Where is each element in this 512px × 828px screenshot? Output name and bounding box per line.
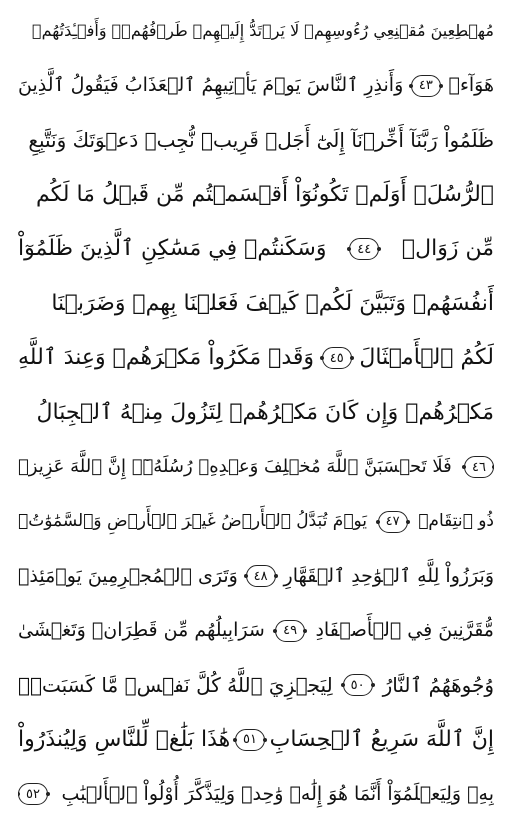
ayah-number-marker: ٥٠ (343, 674, 373, 696)
verse-text: وَأَنذِرِ ٱلنَّاسَ يَوۡمَ يَأۡتِيهِمُ ٱلۡعَذَابُ فَيَقُولُ ٱلَّذِينَ (18, 74, 404, 97)
verse-text: بِهِۦ وَلِيَعۡلَمُوٓاْ أَنَّمَا هُوَ إِلَٰهٞ وَٰحِدٞ وَلِيَذَّكَّرَ أُوْلُواْ ٱلۡأَلۡبَٰبِ (61, 782, 494, 805)
text-line (18, 713, 494, 768)
verse-text: وَبَرَزُواْ لِلَّهِ ٱلۡوَٰحِدِ ٱلۡقَهَّارِ (283, 564, 494, 587)
verse-text: وَقَدۡ مَكَرُواْ مَكۡرَهُمۡ وَعِندَ ٱللَّهِ (18, 345, 315, 371)
text-line (18, 440, 494, 495)
verse-text: ظَلَمُواْ رَبَّنَآ أَخِّرۡنَآ إِلَىٰٓ أَجَلٖ قَرِيبٖ نُّجِبۡ دَعۡوَتَكَ وَنَتَّبِعِ (28, 128, 494, 153)
verse-text: مُهۡطِعِينَ مُقۡنِعِي رُءُوسِهِمۡ لَا يَرۡتَدُّ إِلَيۡهِمۡ طَرۡفُهُمۡۖ وَأَفۡـِٔدَتُهُمۡ (31, 21, 494, 41)
verse-text: هَوَآءٞ (448, 74, 494, 97)
text-line (18, 4, 494, 59)
verse-text: هَٰذَا بَلَٰغٞ لِّلنَّاسِ وَلِيُنذَرُواْ (18, 726, 231, 752)
verse-text: سَرَابِيلُهُم مِّن قَطِرَانٖ وَتَغۡشَىٰ (18, 619, 265, 642)
text-line (18, 222, 494, 277)
verse-text: ذُو ٱنتِقَامٖ (418, 511, 494, 532)
ayah-number-marker: ٤٨ (246, 565, 276, 587)
text-line (18, 549, 494, 604)
text-line (18, 168, 494, 223)
text-line (18, 113, 494, 168)
verse-text: ٱلرُّسُلَۗ أَوَلَمۡ تَكُونُوٓاْ أَقۡسَمۡتُم مِّن قَبۡلُ مَا لَكُم (35, 181, 494, 207)
text-line (18, 277, 494, 332)
ayah-number-marker: ٥٢ (18, 783, 48, 805)
text-line (18, 767, 494, 822)
ayah-number-marker: ٥١ (235, 729, 265, 751)
verse-text: يَوۡمَ تُبَدَّلُ ٱلۡأَرۡضُ غَيۡرَ ٱلۡأَرۡضِ وَٱلسَّمَٰوَٰتُۖ (18, 511, 368, 532)
verse-text: لِيَجۡزِيَ ٱللَّهُ كُلَّ نَفۡسٖ مَّا كَسَبَتۡۚ (18, 673, 333, 698)
verse-text: إِنَّ ٱللَّهَ سَرِيعُ ٱلۡحِسَابِ (269, 726, 494, 752)
verse-text: وَتَرَى ٱلۡمُجۡرِمِينَ يَوۡمَئِذٖ (18, 564, 238, 587)
text-line (18, 331, 494, 386)
ayah-number-marker: ٤٧ (378, 511, 408, 533)
text-line (18, 59, 494, 114)
text-line (18, 495, 494, 550)
text-line (18, 386, 494, 441)
verse-text: فَلَا تَحۡسَبَنَّ ٱللَّهَ مُخۡلِفَ وَعۡدِهِۦ رُسُلَهُۥٓۚ إِنَّ ٱللَّهَ عَزِيزٞ (18, 456, 452, 478)
ayah-number-marker: ٤٤ (349, 238, 379, 260)
verse-text: مُّقَرَّنِينَ فِي ٱلۡأَصۡفَادِ (315, 619, 494, 642)
verse-text: أَنفُسَهُمۡ وَتَبَيَّنَ لَكُمۡ كَيۡفَ فَعَلۡنَا بِهِمۡ وَضَرَبۡنَا (51, 290, 494, 316)
verse-text: مَكۡرُهُمۡ وَإِن كَانَ مَكۡرُهُمۡ لِتَزُولَ مِنۡهُ ٱلۡجِبَالُ (36, 399, 494, 425)
ayah-number-marker: ٤٦ (464, 456, 494, 478)
text-line (18, 604, 494, 659)
ayah-number-marker: ٤٥ (322, 347, 352, 369)
ayah-number-marker: ٤٩ (275, 620, 305, 642)
ayah-number-marker: ٤٣ (411, 75, 441, 97)
verse-text: لَكُمُ ٱلۡأَمۡثَالَ (359, 345, 494, 371)
verse-text: مِّن زَوَالٖ (401, 236, 494, 262)
verse-text: وَسَكَنتُمۡ فِي مَسَٰكِنِ ٱلَّذِينَ ظَلَمُوٓاْ (18, 236, 327, 262)
verse-text: وُجُوهَهُمُ ٱلنَّارُ (382, 673, 494, 698)
text-line (18, 658, 494, 713)
